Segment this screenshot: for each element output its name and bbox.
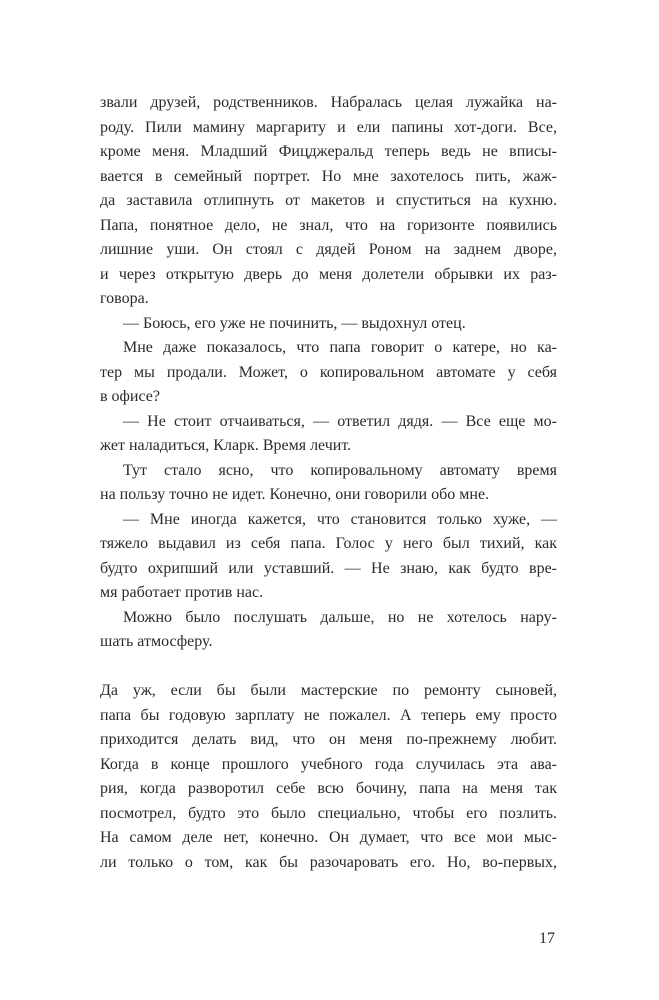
text-line: тяжело выдавил из себя папа. Голос у него был тихий, как	[100, 535, 557, 552]
text-line: папа бы годовую зарплату не пожалел. А теперь ему просто	[100, 706, 557, 724]
text-line: На самом деле нет, конечно. Он думает, что все мои мыс-	[100, 829, 557, 846]
text-line: Папа, понятное дело, не знал, что на горизонте появились	[100, 216, 557, 234]
text-line: и через открытую дверь до меня долетели обрывки их раз-	[100, 265, 557, 283]
text-line: мя работает против нас.	[100, 584, 264, 601]
text-line: Когда в конце прошлого учебного года случилась эта ава-	[100, 755, 557, 773]
text-line: кроме меня. Младший Фицджеральд теперь ведь не вписы-	[100, 143, 557, 160]
text-line: посмотрел, будто это было специально, чтобы его позлить.	[100, 804, 557, 822]
text-line: рия, когда разворотил себе всю бочину, папа на меня так	[100, 780, 557, 797]
section-break	[100, 655, 557, 680]
text-line: да заставила отлипнуть от макетов и спуститься на кухню.	[100, 192, 557, 209]
text-line: звали друзей, родственников. Набралась целая лужайка на-	[100, 94, 557, 111]
page-number: 17	[539, 930, 555, 947]
text-line: приходится делать вид, что он меня по-прежнему любит.	[100, 731, 557, 748]
text-line: лишние уши. Он стоял с дядей Роном на заднем дворе,	[100, 241, 557, 258]
text-line: будто охрипший или уставший. — Не знаю, как будто вре-	[100, 559, 557, 577]
dialogue-line: — Боюсь, его уже не починить, — выдохнул отец.	[123, 314, 466, 332]
text-line: говора.	[100, 290, 149, 307]
text-line: ли только о том, как бы разочаровать его. Но, во-первых,	[100, 853, 557, 871]
text-line: в офисе?	[100, 388, 160, 405]
text-line: Можно было послушать дальше, но не хотелось нару-	[123, 608, 557, 626]
text-line: вается в семейный портрет. Но мне захотелось пить, жаж-	[100, 167, 557, 185]
book-page-text	[100, 91, 557, 875]
text-line: Тут стало ясно, что копировальному автомату время	[123, 461, 557, 479]
text-line: Да уж, если бы были мастерские по ремонту сыновей,	[100, 682, 557, 699]
text-line: Мне даже показалось, что папа говорит о катере, но ка-	[123, 339, 557, 356]
text-line: роду. Пили мамину маргариту и ели папины хот-доги. Все,	[100, 118, 557, 136]
dialogue-line: — Мне иногда кажется, что становится только хуже, —	[123, 510, 557, 528]
text-line: на пользу точно не идет. Конечно, они говорили обо мне.	[100, 486, 490, 503]
dialogue-line: — Не стоит отчаиваться, — ответил дядя. — Все еще мо-	[123, 412, 557, 430]
text-line: шать атмосферу.	[100, 633, 213, 650]
text-line: тер мы продали. Может, о копировальном автомате у себя	[100, 363, 557, 381]
text-line: жет наладиться, Кларк. Время лечит.	[100, 437, 352, 454]
